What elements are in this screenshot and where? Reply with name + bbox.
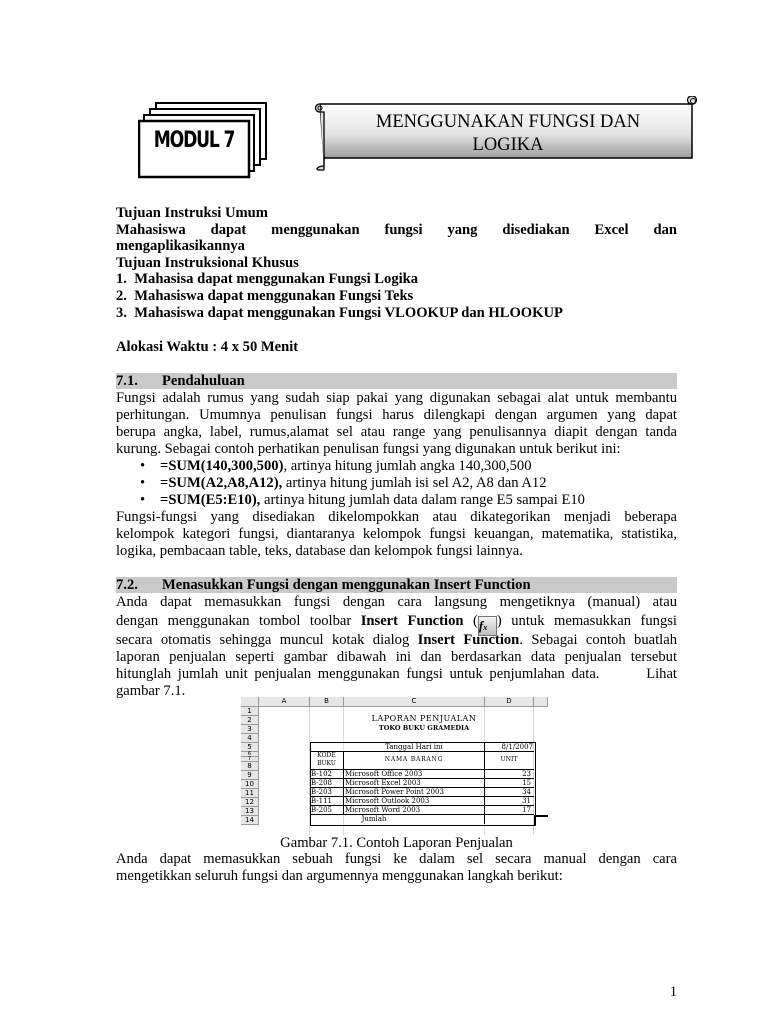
row-header: 13 [241, 807, 259, 816]
paragraph-line: dengan menggunakan tombol toolbar Insert Function (fx ) untuk memasukkan fungsi [116, 611, 677, 632]
item-kode: B-203 [311, 788, 332, 796]
paragraph-line: perhitungan. Umumnya penulisan fungsi harus dilengkapi dengan argumen yang dapat [116, 407, 677, 423]
column-header: A [259, 697, 310, 707]
header-kode: BUKU [317, 760, 336, 767]
column-header-empty [534, 697, 548, 707]
banner-title-line2: LOGIKA [472, 135, 544, 155]
modul-badge [138, 100, 270, 182]
general-objective-heading: Tujuan Instruksi Umum [116, 205, 268, 221]
formula-desc: artinya hitung jumlah isi sel A2, A8 dan A12 [282, 475, 547, 491]
page-number: 1 [669, 984, 677, 1000]
bullet-icon: • [140, 475, 146, 491]
section-heading-7-1 [116, 373, 677, 389]
report-title: LAPORAN PENJUALAN [371, 714, 477, 723]
example-list [116, 458, 585, 509]
column-header: C [344, 697, 485, 707]
modul-label: MODUL 7 [153, 128, 235, 153]
paragraph-line: Fungsi-fungsi yang disediakan dikelompokkan atau dikategorikan menjadi beberapa [116, 509, 677, 525]
paragraph-line: mengetikkan seluruh fungsi dan argumennya menggunakan langkah berikut: [116, 868, 563, 884]
section-number: 7.2. [116, 577, 138, 593]
item-kode: B-205 [311, 806, 332, 814]
general-objective-line1: Mahasiswa dapat menggunakan fungsi yang disediakan Excel dan [116, 221, 677, 238]
item-unit: 31 [522, 797, 531, 805]
column-header: B [310, 697, 344, 707]
row-header: 5 [241, 743, 259, 752]
list-item [116, 475, 585, 492]
row-header: 3 [241, 725, 259, 734]
row-header: 6 [241, 752, 259, 757]
figure-caption: Gambar 7.1. Contoh Laporan Penjualan [280, 835, 513, 851]
paragraph-line: hitunglah jumlah unit penjualan menggunakan fungsi untuk penjumlahan data. Lihat [116, 666, 677, 682]
paragraph-line: laporan penjualan seperti gambar dibawah ini dan berdasarkan data penjualan tersebut [116, 649, 677, 665]
objective-item: 1. Mahasisa dapat menggunakan Fungsi Logika [116, 271, 419, 288]
total-label: Jumlah [361, 815, 387, 823]
row-header: 10 [241, 780, 259, 789]
paragraph-line: kurung. Sebagai contoh perhatikan penulisan fungsi yang digunakan untuk berikut ini: [116, 441, 621, 457]
paragraph-line: gambar 7.1. [116, 683, 186, 699]
item-nama: Microsoft Outlook 2003 [345, 797, 430, 805]
date-label: Tanggal Hari ini [385, 743, 443, 751]
item-unit: 34 [522, 788, 531, 796]
formula-code: =SUM(E5:E10), [160, 492, 261, 508]
row-header: 14 [241, 816, 259, 825]
categories-paragraph [116, 509, 677, 560]
title-banner [312, 96, 698, 172]
paragraph-line: kelompok kategori fungsi, diantaranya kelompok fungsi keuangan, matematika, statistika, [116, 526, 677, 542]
formula-code: =SUM(140,300,500) [160, 458, 284, 474]
item-unit: 15 [522, 779, 531, 787]
bullet-icon: • [140, 458, 146, 474]
item-kode: B-208 [311, 779, 332, 787]
fx-icon: fx [478, 616, 497, 636]
item-nama: Microsoft Power Point 2003 [345, 788, 444, 796]
paragraph-line: berupa angka, label, rumus,alamat sel atau range yang penulisannya diapit dengan tanda [116, 424, 677, 440]
section-title: Menasukkan Fungsi dengan menggunakan Insert Function [162, 577, 531, 593]
row-header: 1 [241, 707, 259, 716]
row-header: 8 [241, 762, 259, 771]
intro-paragraph [116, 390, 677, 458]
report-subtitle: TOKO BUKU GRAMEDIA [378, 724, 470, 732]
item-nama: Microsoft Word 2003 [345, 806, 421, 814]
list-item [116, 492, 585, 509]
section-title: Pendahuluan [162, 373, 245, 389]
general-objective-line2: mengaplikasikannya [116, 238, 245, 255]
item-kode: B-102 [311, 770, 332, 778]
item-unit: 23 [522, 770, 531, 778]
header-kode: KODE [317, 752, 336, 759]
list-item [116, 458, 585, 475]
header-nama: NAMA BARANG [384, 756, 444, 763]
row-header: 9 [241, 771, 259, 780]
objective-item: 2. Mahasiswa dapat menggunakan Fungsi Teks [116, 287, 414, 304]
spreadsheet-figure [241, 697, 548, 835]
insert-function-paragraph [116, 594, 677, 700]
bullet-icon: • [140, 492, 146, 508]
formula-code: =SUM(A2,A8,A12), [160, 475, 283, 491]
section-heading-7-2 [116, 577, 677, 593]
item-nama: Microsoft Office 2003 [345, 770, 423, 778]
row-header: 12 [241, 798, 259, 807]
row-header: 4 [241, 734, 259, 743]
paragraph-line: Anda dapat memasukkan fungsi dengan cara langsung mengetiknya (manual) atau [116, 594, 677, 610]
banner-title-line1: MENGGUNAKAN FUNGSI DAN [375, 112, 641, 132]
item-kode: B-111 [311, 797, 332, 805]
paragraph-line: secara otomatis sehingga muncul kotak dialog Insert Function. Sebagai contoh buatlah [116, 632, 678, 648]
section-number: 7.1. [116, 373, 138, 389]
paragraph-line: Fungsi adalah rumus yang sudah siap pakai yang digunakan sebagai alat untuk membantu [116, 390, 677, 406]
column-header: D [485, 697, 534, 707]
spreadsheet-corner [241, 697, 259, 707]
row-header: 2 [241, 716, 259, 725]
time-allocation: Alokasi Waktu : 4 x 50 Menit [116, 339, 299, 355]
paragraph-line: Anda dapat memasukkan sebuah fungsi ke dalam sel secara manual dengan cara [116, 851, 677, 867]
specific-objective-heading: Tujuan Instruksional Khusus [116, 254, 299, 271]
formula-desc: , artinya hitung jumlah angka 140,300,500 [283, 458, 532, 474]
row-header: 11 [241, 789, 259, 798]
date-value: 8/1/2007 [501, 743, 533, 751]
formula-desc: artinya hitung jumlah data dalam range E5 sampai E10 [260, 492, 585, 508]
objectives-block [116, 205, 677, 321]
item-nama: Microsoft Excel 2003 [345, 779, 421, 787]
manual-entry-paragraph [116, 851, 677, 885]
header-unit: UNIT [500, 756, 518, 763]
row-header: 7 [241, 757, 259, 762]
item-unit: 17 [522, 806, 531, 814]
paragraph-line: logika, pembacaan table, teks, database dan kelompok fungsi lainnya. [116, 543, 523, 559]
objective-item: 3. Mahasiswa dapat menggunakan Fungsi VLOOKUP dan HLOOKUP [116, 304, 563, 321]
